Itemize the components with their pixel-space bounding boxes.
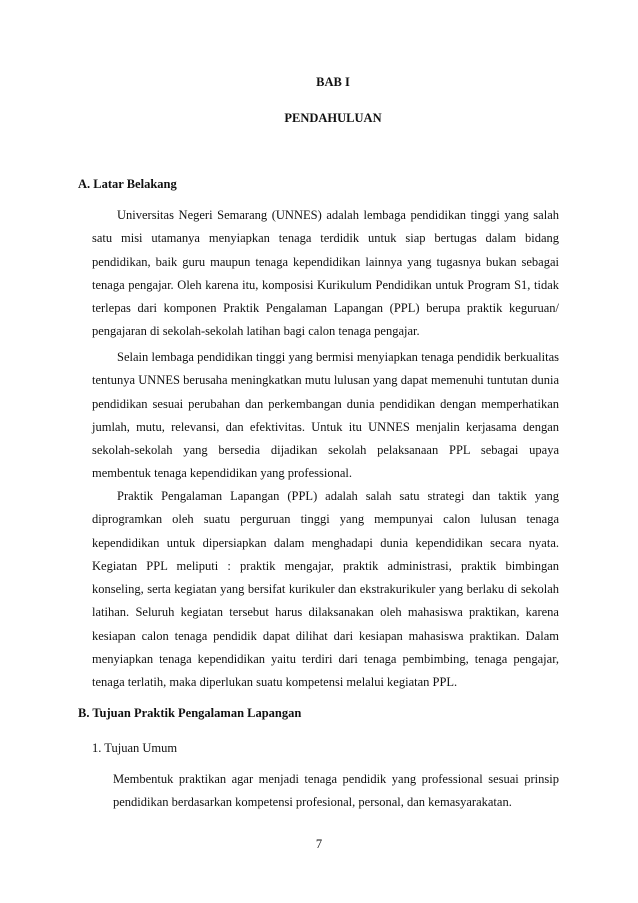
- page-number: 7: [315, 837, 323, 851]
- chapter-title: PENDAHULUAN: [284, 111, 382, 125]
- chapter-number: BAB I: [316, 75, 350, 89]
- paragraph-3: Praktik Pengalaman Lapangan (PPL) adalah salah satu strategi dan taktik yang diprogramkan oleh suatu perguruan tinggi yang mempunyai calon lulusan tenaga kependidikan untuk dipersiapkan dalam menghadapi dunia kependidikan secara nyata. Kegiatan PPL meliputi : praktik mengajar, praktik administrasi, praktik bimbingan konseling, serta kegiatan yang bersifat kurikuler dan ekstrakurikuler yang berlaku di sekolah latihan. Seluruh kegiatan tersebut harus dilaksanakan oleh mahasiswa praktikan, karena kesiapan calon tenaga pendidik dapat dilihat dari kesiapan mahasiswa praktikan. Dalam menyiapkan tenaga kependidikan yaitu terdiri dari tenaga pembimbing, tenaga pengajar, tenaga terlatih, maka diperlukan suatu kompetensi melalui kegiatan PPL.: [92, 489, 559, 690]
- section-heading-latar-belakang: A. Latar Belakang: [78, 177, 177, 191]
- list-item-text: Membentuk praktikan agar menjadi tenaga pendidik yang professional sesuai prinsip pendidikan berdasarkan kompetensi profesional, personal, dan kemasyarakatan.: [113, 772, 559, 810]
- paragraph-1: Universitas Negeri Semarang (UNNES) adalah lembaga pendidikan tinggi yang salah satu misi utamanya menyiapkan tenaga terdidik untuk siap bertugas dalam bidang pendidikan, baik guru maupun tenaga kependidikan lainnya yang tugasnya bukan sebagai tenaga pengajar. Oleh karena itu, komposisi Kurikulum Pendidikan untuk Program S1, tidak terlepas dari komponen Praktik Pengalaman Lapangan (PPL) berupa praktik keguruan/ pengajaran di sekolah-sekolah latihan bagi calon tenaga pengajar.: [92, 208, 559, 339]
- section-heading-tujuan: B. Tujuan Praktik Pengalaman Lapangan: [78, 706, 302, 720]
- paragraph-2: Selain lembaga pendidikan tinggi yang bermisi menyiapkan tenaga pendidik berkualitas tentunya UNNES berusaha meningkatkan mutu lulusan yang dapat memenuhi tuntutan dunia pendidikan sesuai perubahan dan perkembangan dunia pendidikan dengan memperhatikan jumlah, mutu, relevansi, dan efektivitas. Untuk itu UNNES menjalin kerjasama dengan sekolah-sekolah yang bersedia dijadikan sekolah pelaksanaan PPL sebagai upaya membentuk tenaga kependidikan yang professional.: [92, 350, 559, 481]
- list-item-label: 1. Tujuan Umum: [92, 741, 178, 755]
